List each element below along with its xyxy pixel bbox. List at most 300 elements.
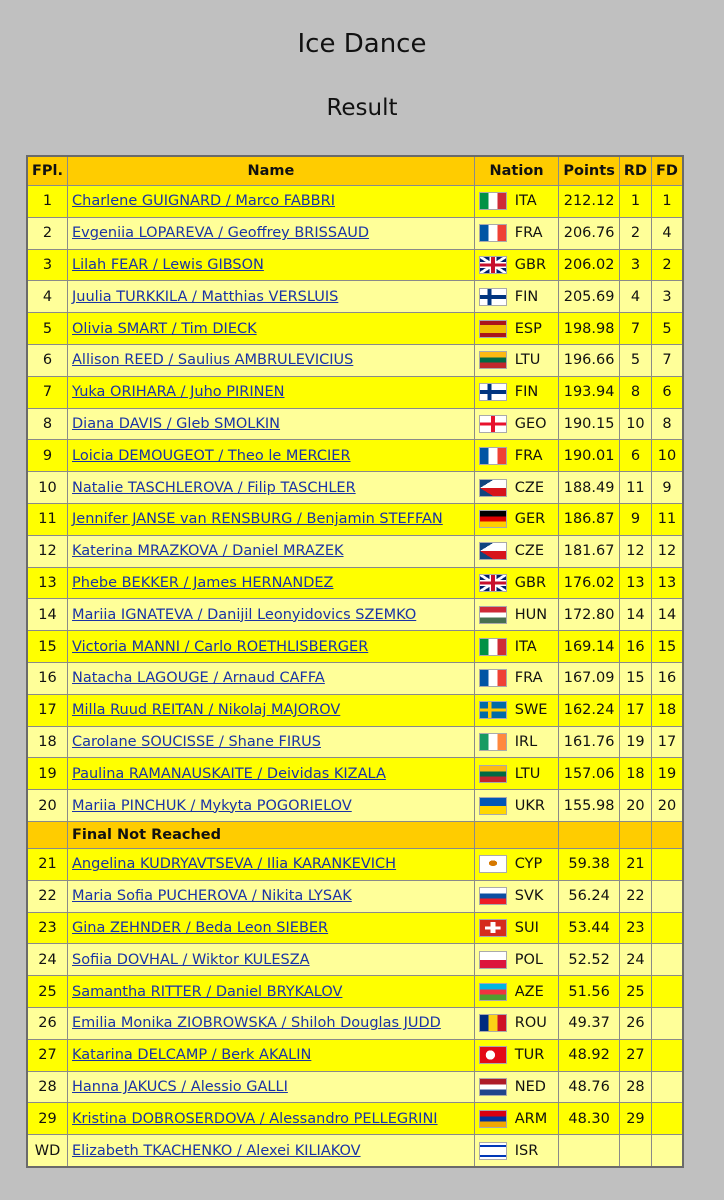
fd-place: [652, 1071, 683, 1103]
esp-flag-icon: [479, 320, 507, 338]
nation-code: LTU: [514, 765, 541, 782]
nation-cell: [474, 631, 559, 663]
table-row: [27, 790, 683, 822]
nation-code: ITA: [514, 193, 537, 210]
points: [559, 1135, 619, 1167]
aze-flag-icon: [479, 983, 507, 1001]
fd-place: 2: [652, 249, 683, 281]
section-spacer: [652, 821, 683, 848]
name-cell: [68, 344, 475, 376]
couple-name-link[interactable]: Mariia IGNATEVA / Danijil Leonyidovics SZEMKO: [72, 606, 417, 623]
placement: 26: [27, 1007, 68, 1039]
placement: 23: [27, 912, 68, 944]
cze-flag-icon: [479, 479, 507, 497]
points: 190.01: [559, 440, 619, 472]
fd-place: [652, 944, 683, 976]
fd-place: 1: [652, 186, 683, 218]
name-cell: [68, 472, 475, 504]
fd-place: 14: [652, 599, 683, 631]
header-name: Name: [68, 156, 475, 186]
placement: 24: [27, 944, 68, 976]
name-cell: [68, 848, 475, 880]
rd-place: 11: [619, 472, 651, 504]
fd-place: [652, 912, 683, 944]
points: 51.56: [559, 976, 619, 1008]
sui-flag-icon: [479, 919, 507, 937]
rou-flag-icon: [479, 1014, 507, 1032]
nation-cell: [474, 1135, 559, 1167]
nation-cell: [474, 440, 559, 472]
fin-flag-icon: [479, 288, 507, 306]
placement: 2: [27, 217, 68, 249]
couple-name-link[interactable]: Lilah FEAR / Lewis GIBSON: [72, 256, 264, 273]
rd-place: 29: [619, 1103, 651, 1135]
points: 161.76: [559, 726, 619, 758]
nation-cell: [474, 186, 559, 218]
couple-name-link[interactable]: Victoria MANNI / Carlo ROETHLISBERGER: [72, 638, 369, 655]
nation-cell: [474, 1007, 559, 1039]
couple-name-link[interactable]: Charlene GUIGNARD / Marco FABBRI: [72, 193, 335, 210]
nation-cell: [474, 976, 559, 1008]
nation-code: TUR: [514, 1047, 545, 1064]
points: 155.98: [559, 790, 619, 822]
placement: 28: [27, 1071, 68, 1103]
rd-place: 22: [619, 880, 651, 912]
nation-cell: [474, 790, 559, 822]
nation-cell: [474, 1039, 559, 1071]
nation-code: AZE: [514, 983, 544, 1000]
fd-place: [652, 880, 683, 912]
name-cell: [68, 1135, 475, 1167]
fd-place: 18: [652, 694, 683, 726]
svk-flag-icon: [479, 887, 507, 905]
couple-name-link[interactable]: Mariia PINCHUK / Mykyta POGORIELOV: [72, 797, 352, 814]
nation-code: ARM: [514, 1110, 548, 1127]
placement: 27: [27, 1039, 68, 1071]
nation-code: SWE: [514, 702, 548, 719]
rd-place: 27: [619, 1039, 651, 1071]
points: 198.98: [559, 313, 619, 345]
nation-cell: [474, 376, 559, 408]
rd-place: 6: [619, 440, 651, 472]
points: 212.12: [559, 186, 619, 218]
table-row: [27, 281, 683, 313]
fd-place: 13: [652, 567, 683, 599]
table-row: [27, 599, 683, 631]
table-row: [27, 313, 683, 345]
nation-cell: [474, 535, 559, 567]
placement: 18: [27, 726, 68, 758]
fd-place: [652, 1135, 683, 1167]
nation-code: UKR: [514, 797, 545, 814]
points: 162.24: [559, 694, 619, 726]
points: 167.09: [559, 662, 619, 694]
placement: 8: [27, 408, 68, 440]
couple-name-link[interactable]: Juulia TURKKILA / Matthias VERSLUIS: [72, 288, 339, 305]
hun-flag-icon: [479, 606, 507, 624]
points: 188.49: [559, 472, 619, 504]
nation-code: GEO: [514, 415, 547, 432]
couple-name-link[interactable]: Yuka ORIHARA / Juho PIRINEN: [72, 384, 285, 401]
table-row: [27, 186, 683, 218]
section-spacer: [27, 821, 68, 848]
header-row: [27, 156, 683, 186]
table-row: [27, 848, 683, 880]
nation-code: IRL: [514, 733, 538, 750]
rd-place: 5: [619, 344, 651, 376]
table-row: [27, 472, 683, 504]
points: 56.24: [559, 880, 619, 912]
placement: 17: [27, 694, 68, 726]
rd-place: 3: [619, 249, 651, 281]
placement: 3: [27, 249, 68, 281]
points: 49.37: [559, 1007, 619, 1039]
fd-place: 12: [652, 535, 683, 567]
nation-code: SUI: [514, 919, 539, 936]
points: 176.02: [559, 567, 619, 599]
ger-flag-icon: [479, 510, 507, 528]
table-row: [27, 1007, 683, 1039]
name-cell: [68, 408, 475, 440]
page-title: Ice Dance: [297, 29, 427, 59]
header-rd: RD: [619, 156, 651, 186]
rd-place: 9: [619, 503, 651, 535]
table-row: [27, 503, 683, 535]
rd-place: 15: [619, 662, 651, 694]
gbr-flag-icon: [479, 574, 507, 592]
table-row: [27, 758, 683, 790]
nation-cell: [474, 408, 559, 440]
fd-place: [652, 976, 683, 1008]
couple-name-link[interactable]: Hanna JAKUCS / Alessio GALLI: [72, 1078, 288, 1095]
swe-flag-icon: [479, 701, 507, 719]
nation-cell: [474, 344, 559, 376]
nation-code: POL: [514, 951, 544, 968]
table-row: [27, 408, 683, 440]
nation-cell: [474, 1103, 559, 1135]
rd-place: 24: [619, 944, 651, 976]
points: 193.94: [559, 376, 619, 408]
placement: 11: [27, 503, 68, 535]
section-spacer: [559, 821, 619, 848]
name-cell: [68, 503, 475, 535]
nation-cell: [474, 313, 559, 345]
table-row: [27, 440, 683, 472]
points: 206.02: [559, 249, 619, 281]
nation-code: GBR: [514, 574, 547, 591]
couple-name-link[interactable]: Gina ZEHNDER / Beda Leon SIEBER: [72, 919, 329, 936]
rd-place: 26: [619, 1007, 651, 1039]
rd-place: 1: [619, 186, 651, 218]
nation-code: FRA: [514, 447, 543, 464]
table-row: [27, 376, 683, 408]
name-cell: [68, 912, 475, 944]
couple-name-link[interactable]: Kristina DOBROSERDOVA / Alessandro PELLEGRINI: [72, 1110, 438, 1127]
nation-cell: [474, 281, 559, 313]
nation-cell: [474, 912, 559, 944]
placement: 21: [27, 848, 68, 880]
nation-cell: [474, 567, 559, 599]
section-row: [27, 821, 683, 848]
nation-cell: [474, 944, 559, 976]
points: 181.67: [559, 535, 619, 567]
ned-flag-icon: [479, 1078, 507, 1096]
nation-code: ISR: [514, 1142, 539, 1159]
fd-place: [652, 848, 683, 880]
points: 186.87: [559, 503, 619, 535]
nation-cell: [474, 472, 559, 504]
rd-place: 20: [619, 790, 651, 822]
rd-place: 7: [619, 313, 651, 345]
table-row: [27, 880, 683, 912]
points: 206.76: [559, 217, 619, 249]
couple-name-link[interactable]: Natalie TASCHLEROVA / Filip TASCHLER: [72, 479, 356, 496]
rd-place: 13: [619, 567, 651, 599]
rd-place: 4: [619, 281, 651, 313]
cyp-flag-icon: [479, 855, 507, 873]
couple-name-link[interactable]: Katerina MRAZKOVA / Daniel MRAZEK: [72, 543, 344, 560]
nation-code: CZE: [514, 543, 544, 560]
name-cell: [68, 631, 475, 663]
name-cell: [68, 249, 475, 281]
name-cell: [68, 376, 475, 408]
rd-place: 16: [619, 631, 651, 663]
name-cell: [68, 1103, 475, 1135]
nation-cell: [474, 758, 559, 790]
table-row: [27, 1039, 683, 1071]
rd-place: 12: [619, 535, 651, 567]
table-row: [27, 694, 683, 726]
points: 48.76: [559, 1071, 619, 1103]
results-table: [26, 155, 684, 1168]
points: 157.06: [559, 758, 619, 790]
name-cell: [68, 790, 475, 822]
nation-code: ITA: [514, 638, 537, 655]
name-cell: [68, 281, 475, 313]
nation-code: CZE: [514, 479, 544, 496]
isr-flag-icon: [479, 1142, 507, 1160]
name-cell: [68, 880, 475, 912]
arm-flag-icon: [479, 1110, 507, 1128]
nation-code: LTU: [514, 352, 541, 369]
fd-place: [652, 1103, 683, 1135]
placement: 25: [27, 976, 68, 1008]
couple-name-link[interactable]: Maria Sofia PUCHEROVA / Nikita LYSAK: [72, 888, 352, 905]
nation-cell: [474, 726, 559, 758]
fra-flag-icon: [479, 447, 507, 465]
couple-name-link[interactable]: Sofiia DOVHAL / Wiktor KULESZA: [72, 951, 310, 968]
rd-place: 25: [619, 976, 651, 1008]
couple-name-link[interactable]: Natacha LAGOUGE / Arnaud CAFFA: [72, 670, 325, 687]
couple-name-link[interactable]: Allison REED / Saulius AMBRULEVICIUS: [72, 352, 354, 369]
rd-place: 8: [619, 376, 651, 408]
couple-name-link[interactable]: Olivia SMART / Tim DIECK: [72, 320, 257, 337]
couple-name-link[interactable]: Samantha RITTER / Daniel BRYKALOV: [72, 983, 343, 1000]
placement: 29: [27, 1103, 68, 1135]
nation-code: FRA: [514, 225, 543, 242]
fd-place: [652, 1007, 683, 1039]
name-cell: [68, 313, 475, 345]
header-fd: FD: [652, 156, 683, 186]
placement: 22: [27, 880, 68, 912]
nation-code: GER: [514, 511, 546, 528]
rd-place: 2: [619, 217, 651, 249]
fd-place: 5: [652, 313, 683, 345]
section-spacer: [619, 821, 651, 848]
couple-name-link[interactable]: Paulina RAMANAUSKAITE / Deividas KIZALA: [72, 765, 386, 782]
couple-name-link[interactable]: Diana DAVIS / Gleb SMOLKIN: [72, 415, 281, 432]
nation-cell: [474, 599, 559, 631]
table-row: [27, 217, 683, 249]
nation-cell: [474, 880, 559, 912]
fra-flag-icon: [479, 224, 507, 242]
table-row: [27, 912, 683, 944]
points: 48.92: [559, 1039, 619, 1071]
name-cell: [68, 186, 475, 218]
placement: 15: [27, 631, 68, 663]
table-row: [27, 567, 683, 599]
fd-place: 20: [652, 790, 683, 822]
header-fpl: FPl.: [27, 156, 68, 186]
ltu-flag-icon: [479, 765, 507, 783]
nation-cell: [474, 662, 559, 694]
placement: 19: [27, 758, 68, 790]
fd-place: 6: [652, 376, 683, 408]
points: 190.15: [559, 408, 619, 440]
nation-code: CYP: [514, 856, 543, 873]
section-label: Final Not Reached: [68, 821, 475, 848]
page-subtitle: Result: [326, 95, 398, 121]
couple-name-link[interactable]: Carolane SOUCISSE / Shane FIRUS: [72, 733, 321, 750]
rd-place: 23: [619, 912, 651, 944]
table-row: [27, 662, 683, 694]
name-cell: [68, 694, 475, 726]
placement: 16: [27, 662, 68, 694]
nation-code: FIN: [514, 288, 539, 305]
name-cell: [68, 440, 475, 472]
couple-name-link[interactable]: Phebe BEKKER / James HERNANDEZ: [72, 574, 334, 591]
fd-place: 9: [652, 472, 683, 504]
nation-cell: [474, 503, 559, 535]
placement: 6: [27, 344, 68, 376]
section-spacer: [474, 821, 559, 848]
fin-flag-icon: [479, 383, 507, 401]
points: 53.44: [559, 912, 619, 944]
fd-place: 11: [652, 503, 683, 535]
name-cell: [68, 726, 475, 758]
placement: 10: [27, 472, 68, 504]
placement: 20: [27, 790, 68, 822]
header-points: Points: [559, 156, 619, 186]
name-cell: [68, 662, 475, 694]
placement: 7: [27, 376, 68, 408]
couple-name-link[interactable]: Emilia Monika ZIOBROWSKA / Shiloh Douglas JUDD: [72, 1015, 441, 1032]
name-cell: [68, 976, 475, 1008]
couple-name-link[interactable]: Loicia DEMOUGEOT / Theo le MERCIER: [72, 447, 351, 464]
gbr-flag-icon: [479, 256, 507, 274]
table-row: [27, 976, 683, 1008]
fra-flag-icon: [479, 669, 507, 687]
couple-name-link[interactable]: Elizabeth TKACHENKO / Alexei KILIAKOV: [72, 1142, 361, 1159]
name-cell: [68, 758, 475, 790]
points: 205.69: [559, 281, 619, 313]
ita-flag-icon: [479, 638, 507, 656]
placement: 1: [27, 186, 68, 218]
name-cell: [68, 944, 475, 976]
fd-place: 3: [652, 281, 683, 313]
table-row: [27, 631, 683, 663]
name-cell: [68, 535, 475, 567]
placement: 4: [27, 281, 68, 313]
nation-code: ESP: [514, 320, 542, 337]
name-cell: [68, 217, 475, 249]
rd-place: 21: [619, 848, 651, 880]
fd-place: 4: [652, 217, 683, 249]
table-row: [27, 726, 683, 758]
geo-flag-icon: [479, 415, 507, 433]
placement: 9: [27, 440, 68, 472]
nation-code: NED: [514, 1078, 546, 1095]
name-cell: [68, 599, 475, 631]
ukr-flag-icon: [479, 797, 507, 815]
rd-place: 19: [619, 726, 651, 758]
couple-name-link[interactable]: Milla Ruud REITAN / Nikolaj MAJOROV: [72, 702, 341, 719]
nation-code: SVK: [514, 888, 544, 905]
nation-code: ROU: [514, 1015, 547, 1032]
points: 172.80: [559, 599, 619, 631]
table-row: [27, 1135, 683, 1167]
couple-name-link[interactable]: Evgeniia LOPAREVA / Geoffrey BRISSAUD: [72, 225, 370, 242]
rd-place: 10: [619, 408, 651, 440]
placement: 13: [27, 567, 68, 599]
fd-place: 19: [652, 758, 683, 790]
points: 196.66: [559, 344, 619, 376]
table-row: [27, 1103, 683, 1135]
nation-cell: [474, 694, 559, 726]
nation-cell: [474, 249, 559, 281]
nation-code: GBR: [514, 256, 547, 273]
points: 59.38: [559, 848, 619, 880]
table-row: [27, 344, 683, 376]
nation-code: FIN: [514, 384, 539, 401]
name-cell: [68, 1007, 475, 1039]
rd-place: 28: [619, 1071, 651, 1103]
rd-place: [619, 1135, 651, 1167]
cze-flag-icon: [479, 542, 507, 560]
name-cell: [68, 1039, 475, 1071]
fd-place: 15: [652, 631, 683, 663]
fd-place: 10: [652, 440, 683, 472]
table-row: [27, 944, 683, 976]
fd-place: 17: [652, 726, 683, 758]
placement: 14: [27, 599, 68, 631]
table-row: [27, 535, 683, 567]
name-cell: [68, 1071, 475, 1103]
nation-cell: [474, 217, 559, 249]
couple-name-link[interactable]: Jennifer JANSE van RENSBURG / Benjamin STEFFAN: [72, 511, 443, 528]
table-row: [27, 1071, 683, 1103]
ltu-flag-icon: [479, 351, 507, 369]
placement: WD: [27, 1135, 68, 1167]
couple-name-link[interactable]: Katarina DELCAMP / Berk AKALIN: [72, 1047, 312, 1064]
points: 52.52: [559, 944, 619, 976]
nation-code: HUN: [514, 606, 548, 623]
nation-cell: [474, 848, 559, 880]
points: 169.14: [559, 631, 619, 663]
header-nation: Nation: [474, 156, 559, 186]
ita-flag-icon: [479, 192, 507, 210]
couple-name-link[interactable]: Angelina KUDRYAVTSEVA / Ilia KARANKEVICH: [72, 856, 397, 873]
